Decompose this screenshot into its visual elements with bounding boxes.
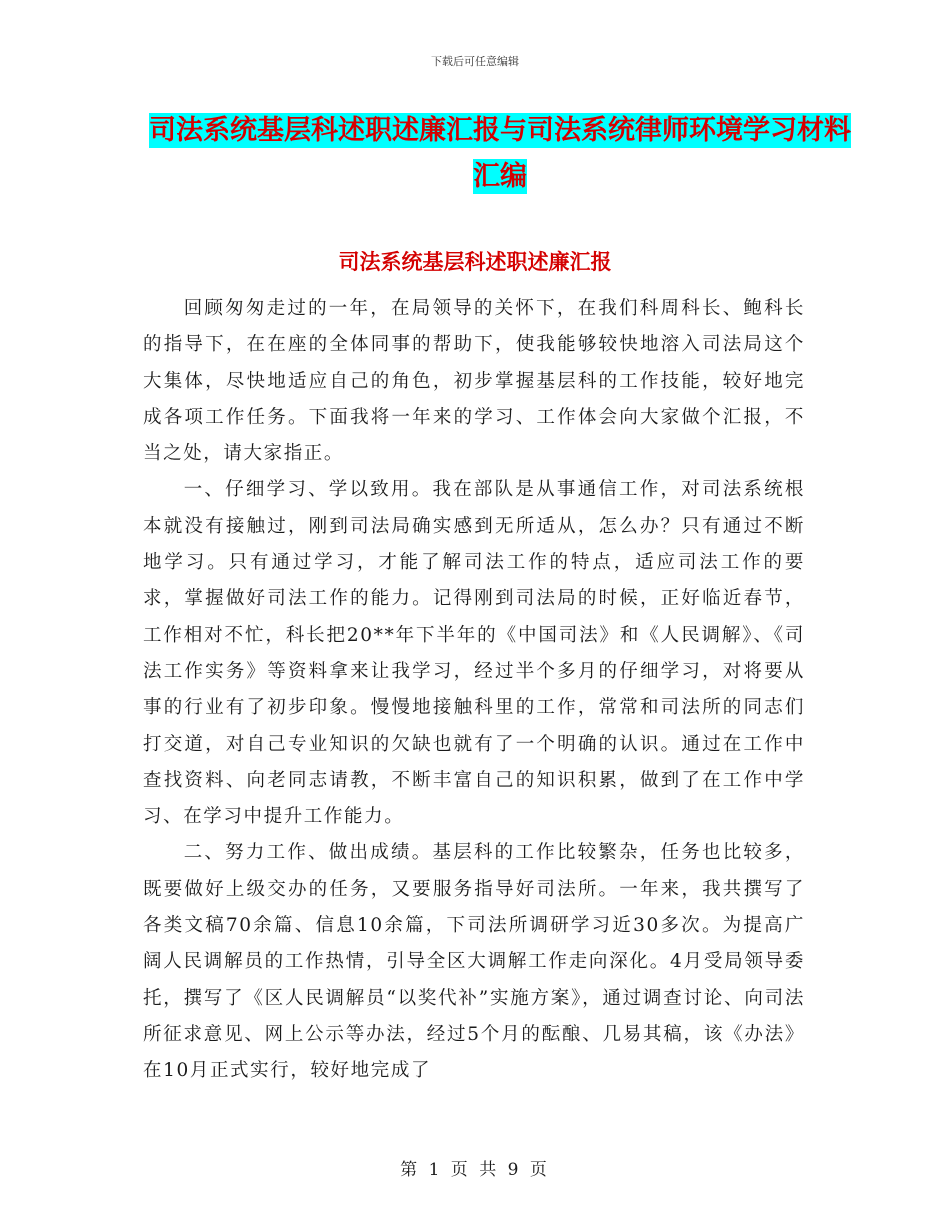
header-note: 下载后可任意编辑 (431, 55, 519, 68)
paragraph-1: 回顾匆匆走过的一年，在局领导的关怀下，在我们科周科长、鲍科长的指导下，在在座的全体同事的帮助下，使我能够较快地溶入司法局这个大集体，尽快地适应自己的角色，初步掌握基层科的工作技能，较好地完成各项工作任务。下面我将一年来的学习、工作体会向大家做个汇报，不当之处，请大家指正。 (143, 298, 805, 465)
section-title: 司法系统基层科述职述廉汇报 (338, 249, 612, 274)
page-indicator: 第 1 页 共 9 页 (400, 1160, 550, 1180)
document-body (143, 291, 805, 1090)
main-title-text: 司法系统基层科述职述廉汇报与司法系统律师环境学习材料汇编 (149, 115, 851, 192)
document-main-title (140, 108, 860, 200)
paragraph-3: 二、努力工作、做出成绩。基层科的工作比较繁杂，任务也比较多，既要做好上级交办的任务，又要服务指导好司法所。一年来，我共撰写了各类文稿70余篇、信息10余篇，下司法所调研学习近30多次。为提高广阔人民调解员的工作热情，引导全区大调解工作走向深化。4月受局领导委托，撰写了《区人民调解员“以奖代补”实施方案》，通过调查讨论、向司法所征求意见、网上公示等办法，经过5个月的酝酿、几易其稿，该《办法》在10月正式实行，较好地完成了 (143, 842, 805, 1082)
paragraph-2: 一、仔细学习、学以致用。我在部队是从事通信工作，对司法系统根本就没有接触过，刚到司法局确实感到无所适从，怎么办？只有通过不断地学习。只有通过学习，才能了解司法工作的特点，适应司法工作的要求，掌握做好司法工作的能力。记得刚到司法局的时候，正好临近春节，工作相对不忙，科长把20**年下半年的《中国司法》和《人民调解》、《司法工作实务》等资料拿来让我学习，经过半个多月的仔细学习，对将要从事的行业有了初步印象。慢慢地接触科里的工作，常常和司法所的同志们打交道，对自己专业知识的欠缺也就有了一个明确的认识。通过在工作中查找资料、向老同志请教，不断丰富自己的知识积累，做到了在工作中学习、在学习中提升工作能力。 (143, 479, 805, 828)
